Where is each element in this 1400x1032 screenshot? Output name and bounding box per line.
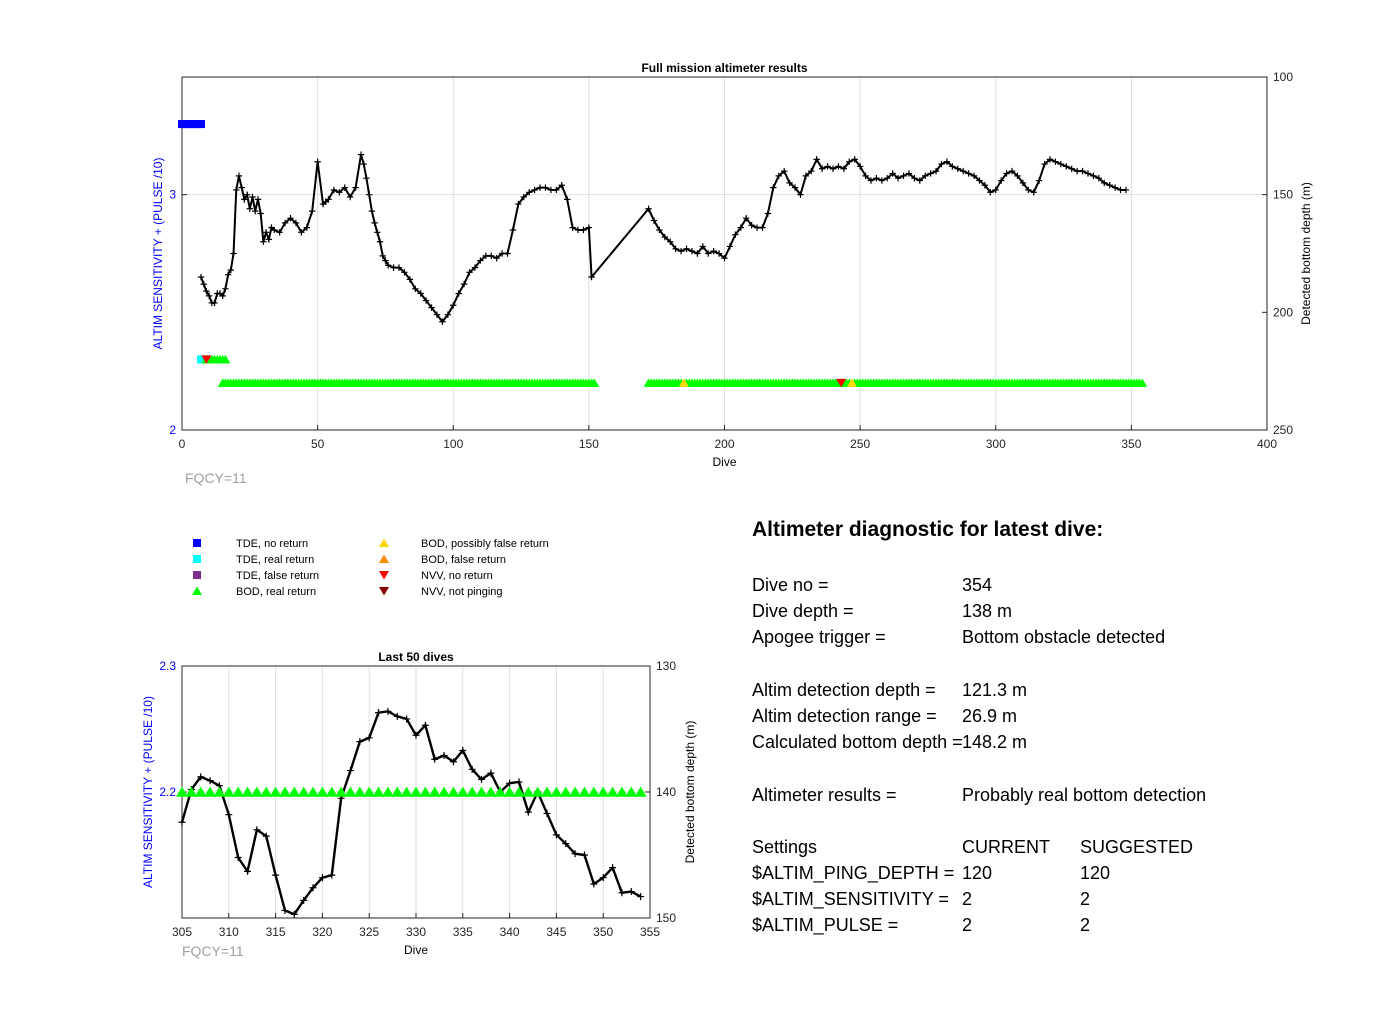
depth-point xyxy=(581,852,588,859)
legend-label: BOD, possibly false return xyxy=(421,538,549,550)
y-right-axis-label: Detected bottom depth (m) xyxy=(683,720,697,864)
setting-suggested: 120 xyxy=(1080,863,1111,884)
y-right-tick-label: 150 xyxy=(656,911,677,925)
results-value: Probably real bottom detection xyxy=(962,784,1207,805)
depth-point xyxy=(564,196,570,202)
y-left-axis-label: ALTIM SENSITIVITY + (PULSE /10) xyxy=(151,157,165,350)
dive-no-row xyxy=(752,572,1372,598)
apogee-row xyxy=(752,624,1372,650)
depth-point xyxy=(314,159,320,165)
x-axis-label: Dive xyxy=(403,943,429,957)
results-row xyxy=(752,782,1372,808)
detection-range-row xyxy=(752,703,1372,729)
legend-label: NVV, no return xyxy=(421,570,493,582)
altimeter-diagnostic-panel xyxy=(752,518,1372,939)
depth-point xyxy=(770,184,776,190)
y-left-tick-label: 3 xyxy=(169,187,176,202)
current-header: CURRENT xyxy=(962,836,1050,857)
y-right-tick-label: 150 xyxy=(1273,187,1294,202)
depth-point xyxy=(1123,187,1129,193)
setting-name: $ALTIM_SENSITIVITY = xyxy=(752,889,949,910)
setting-row xyxy=(752,886,1372,912)
setting-current: 2 xyxy=(962,889,973,910)
full-mission-chart xyxy=(151,61,1313,486)
depth-point xyxy=(515,778,522,785)
detection-depth-value: 121.3 m xyxy=(962,679,1028,700)
depth-point xyxy=(366,734,373,741)
legend-marker xyxy=(192,587,202,596)
detection-depth-row xyxy=(752,677,1372,703)
depth-point xyxy=(328,872,335,879)
results-label: Altimeter results = xyxy=(752,784,897,805)
diagnostic-title: Altimeter diagnostic for latest dive: xyxy=(752,518,1104,541)
depth-line xyxy=(182,711,641,914)
depth-point xyxy=(272,872,279,879)
apogee-label: Apogee trigger = xyxy=(752,627,886,648)
depth-point xyxy=(198,274,204,280)
detection-depth-label: Altim detection depth = xyxy=(752,679,936,700)
x-tick-label: 320 xyxy=(312,925,333,939)
x-tick-label: 100 xyxy=(443,437,464,451)
depth-point xyxy=(371,220,377,226)
x-tick-label: 340 xyxy=(499,925,520,939)
depth-point xyxy=(356,738,363,745)
depth-point xyxy=(347,767,354,774)
x-tick-label: 400 xyxy=(1256,437,1278,451)
dive-depth-label: Dive depth = xyxy=(752,601,854,622)
depth-point xyxy=(179,819,186,826)
legend-label: BOD, real return xyxy=(236,586,317,598)
x-tick-label: 325 xyxy=(359,925,380,939)
x-axis-label: Dive xyxy=(712,455,737,469)
y-left-axis-label: ALTIM SENSITIVITY + (PULSE /10) xyxy=(141,696,155,888)
calculated-depth-row xyxy=(752,729,1372,755)
legend-label: TDE, no return xyxy=(236,538,309,550)
dive-no-value: 354 xyxy=(962,575,993,595)
y-left-tick-label: 2.2 xyxy=(159,785,176,799)
settings-label: Settings xyxy=(752,836,818,857)
depth-point xyxy=(358,151,364,157)
legend-marker xyxy=(193,571,201,579)
x-tick-label: 50 xyxy=(310,437,325,451)
x-tick-label: 315 xyxy=(265,925,286,939)
legend-marker xyxy=(379,571,389,580)
legend-label: BOD, false return xyxy=(421,554,506,566)
x-tick-label: 350 xyxy=(593,925,614,939)
depth-point xyxy=(263,229,269,235)
depth-point xyxy=(222,286,228,292)
depth-point xyxy=(366,191,372,197)
setting-row xyxy=(752,860,1372,886)
depth-point xyxy=(225,811,232,818)
legend-label: TDE, false return xyxy=(236,570,320,582)
depth-point xyxy=(281,907,288,914)
x-tick-label: 150 xyxy=(578,437,599,451)
chart-title: Last 50 dives xyxy=(378,650,454,664)
x-tick-label: 250 xyxy=(850,437,871,451)
setting-suggested: 2 xyxy=(1080,889,1091,910)
depth-point xyxy=(727,243,733,249)
chart-legend xyxy=(192,538,549,598)
depth-point xyxy=(361,161,367,167)
x-tick-label: 300 xyxy=(985,437,1006,451)
fqcy-annotation: FQCY=11 xyxy=(185,470,247,486)
x-tick-label: 305 xyxy=(171,925,193,939)
x-tick-label: 200 xyxy=(714,437,735,451)
apogee-value: Bottom obstacle detected xyxy=(962,627,1166,648)
legend-label: NVV, not pinging xyxy=(421,586,503,598)
setting-name: $ALTIM_PULSE = xyxy=(752,915,899,936)
depth-line xyxy=(201,155,1126,322)
depth-point xyxy=(375,709,382,716)
x-tick-label: 350 xyxy=(1121,437,1142,451)
depth-point xyxy=(544,810,551,817)
detection-range-value: 26.9 m xyxy=(962,705,1018,726)
x-tick-label: 330 xyxy=(405,925,427,939)
status-marker xyxy=(197,120,205,128)
calculated-depth-label: Calculated bottom depth = xyxy=(752,732,963,753)
depth-point xyxy=(377,239,383,245)
depth-point xyxy=(230,250,236,256)
legend-label: TDE, real return xyxy=(236,554,315,566)
y-right-axis-label: Detected bottom depth (m) xyxy=(1299,182,1313,325)
x-tick-label: 355 xyxy=(639,925,661,939)
depth-point xyxy=(1036,177,1042,183)
y-right-tick-label: 130 xyxy=(656,659,677,673)
legend-marker xyxy=(379,555,389,564)
chart-title: Full mission altimeter results xyxy=(641,61,808,75)
setting-name: $ALTIM_PING_DEPTH = xyxy=(752,863,955,884)
calculated-depth-value: 148.2 m xyxy=(962,732,1028,753)
depth-point xyxy=(309,208,315,214)
settings-header-row xyxy=(752,834,1372,860)
y-right-tick-label: 100 xyxy=(1273,70,1294,84)
y-right-tick-label: 200 xyxy=(1273,305,1294,320)
x-tick-label: 335 xyxy=(452,925,473,939)
depth-point xyxy=(504,250,510,256)
setting-suggested: 2 xyxy=(1080,915,1091,936)
legend-marker xyxy=(379,539,389,548)
depth-point xyxy=(236,173,242,179)
legend-marker xyxy=(193,555,201,563)
setting-current: 120 xyxy=(962,863,993,884)
y-left-tick-label: 2 xyxy=(169,423,176,437)
depth-point xyxy=(369,208,375,214)
legend-marker xyxy=(379,587,389,596)
x-tick-label: 345 xyxy=(546,925,567,939)
depth-point xyxy=(510,227,516,233)
y-right-tick-label: 250 xyxy=(1273,423,1294,437)
x-tick-label: 310 xyxy=(218,925,239,939)
setting-current: 2 xyxy=(962,915,973,936)
x-tick-label: 0 xyxy=(178,437,186,451)
legend-marker xyxy=(193,539,201,547)
last-50-dives-chart xyxy=(141,650,697,959)
suggested-header: SUGGESTED xyxy=(1080,836,1194,857)
dive-no-label: Dive no = xyxy=(752,575,829,595)
depth-point xyxy=(201,281,207,287)
depth-point xyxy=(374,229,380,235)
depth-point xyxy=(759,224,765,230)
depth-point xyxy=(431,756,438,763)
y-left-tick-label: 2.3 xyxy=(159,659,176,673)
y-right-tick-label: 140 xyxy=(656,785,677,799)
dive-depth-value: 138 m xyxy=(962,601,1013,622)
setting-row xyxy=(752,912,1372,938)
depth-point xyxy=(765,210,771,216)
fqcy-annotation: FQCY=11 xyxy=(182,943,244,959)
detection-range-label: Altim detection range = xyxy=(752,705,937,726)
dive-depth-row xyxy=(752,598,1372,624)
depth-point xyxy=(618,889,625,896)
depth-point xyxy=(363,175,369,181)
